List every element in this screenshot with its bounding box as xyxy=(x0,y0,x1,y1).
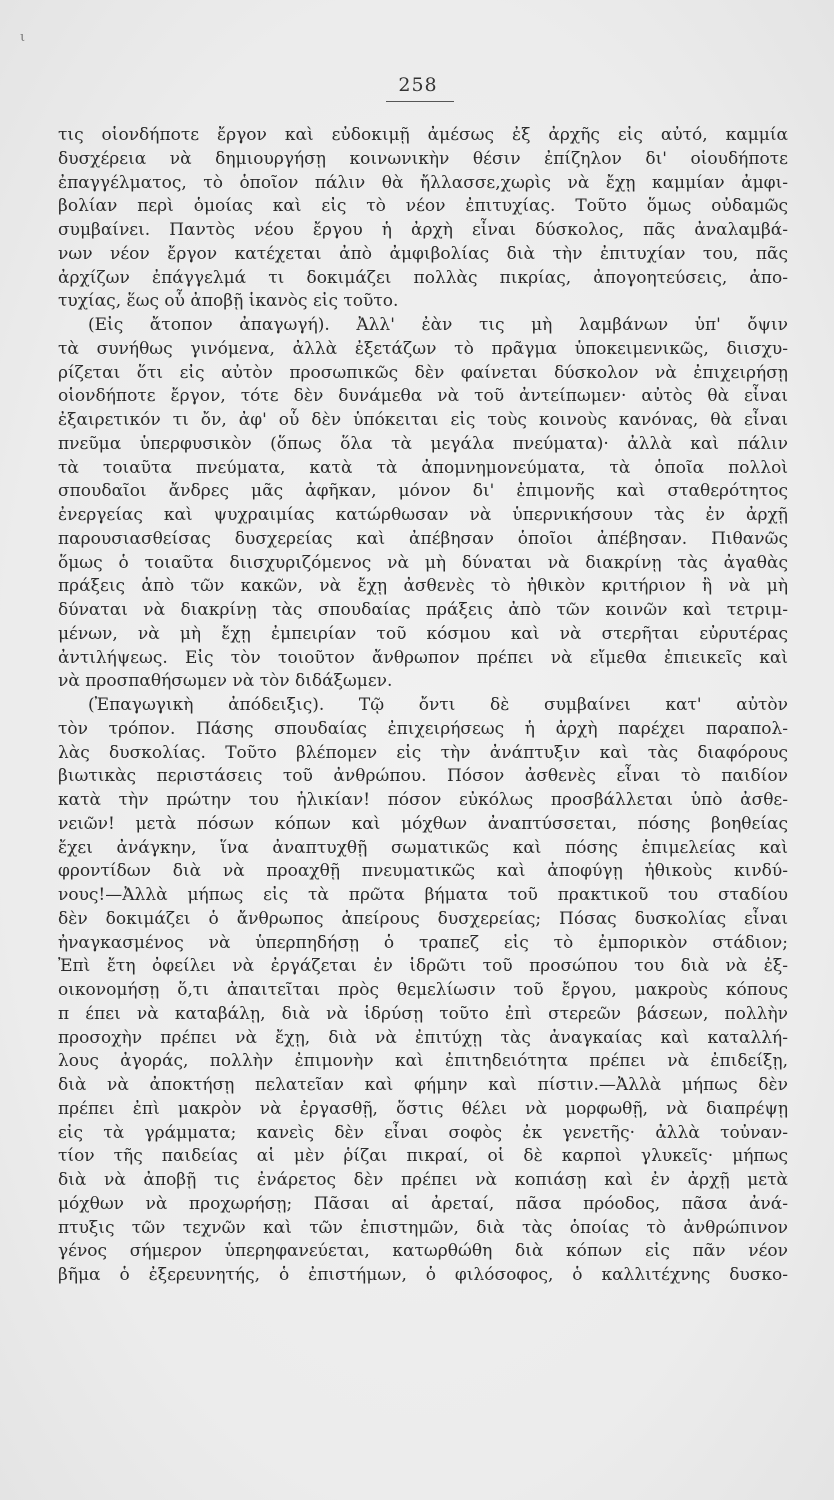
text-line: διὰ νὰ ἀποκτήσῃ πελατεῖαν καὶ φήμην καὶ πίστιν.—Ἀλλὰ μήπως δὲν xyxy=(58,1075,788,1095)
text-line: νους!—Ἀλλὰ μήπως εἰς τὰ πρῶτα βήματα τοῦ πρακτικοῦ του σταδίου xyxy=(58,885,788,905)
text-line: Ἐπὶ ἔτη ὀφείλει νὰ ἐργάζεται ἐν ἱδρῶτι τοῦ προσώπου του διὰ νὰ ἐξ- xyxy=(58,956,788,977)
text-line: διὰ νὰ ἀποβῇ τις ἐνάρετος δὲν πρέπει νὰ κοπιάσῃ καὶ ἐν ἀρχῇ μετὰ xyxy=(58,1170,788,1190)
text-line: πνεῦμα ὑπερφυσικὸν (ὅπως ὅλα τὰ μεγάλα πνεύματα)· ἀλλὰ καὶ πάλιν xyxy=(58,433,788,454)
text-line: μένων, νὰ μὴ ἔχῃ ἐμπειρίαν τοῦ κόσμου καὶ νὰ στερῆται εὐρυτέρας xyxy=(58,623,788,644)
text-line: εἰς τὰ γράμματα; κανεὶς δὲν εἶναι σοφὸς ἐκ γενετῆς· ἀλλὰ τοὐναν- xyxy=(58,1122,788,1143)
text-line: ἐξαιρετικόν τι ὄν, ἀφ' οὗ δὲν ὑπόκειται εἰς τοὺς κοινοὺς κανόνας, θὰ εἶναι xyxy=(58,410,788,430)
text-line: ἀρχίζων ἐπάγγελμά τι δοκιμάζει πολλὰς πικρίας, ἀπογοητεύσεις, ἀπο- xyxy=(58,267,788,288)
text-line: δύναται νὰ διακρίνῃ τὰς σπουδαίας πράξεις ἀπὸ τῶν κοινῶν καὶ τετριμ- xyxy=(58,600,788,620)
text-line: παρουσιασθείσας δυσχερείας καὶ ἀπέβησαν ὁποῖοι ἀπέβησαν. Πιθανῶς xyxy=(58,528,788,549)
text-line: βολίαν περὶ ὁμοίας καὶ εἰς τὸ νέον ἐπιτυχίας. Τοῦτο ὅμως οὐδαμῶς xyxy=(58,196,788,217)
text-line: πτυξις τῶν τεχνῶν καὶ τῶν ἐπιστημῶν, διὰ τὰς ὁποίας τὸ ἀνθρώπινον xyxy=(58,1217,788,1238)
text-line: νὰ προσπαθήσωμεν νὰ τὸν διδάξωμεν. xyxy=(58,671,393,692)
text-line: προσοχὴν πρέπει νὰ ἔχῃ, διὰ νὰ ἐπιτύχῃ τὰς ἀναγκαίας καὶ καταλλή- xyxy=(58,1027,788,1048)
text-line: τυχίας, ἕως οὗ ἀποβῇ ἱκανὸς εἰς τοῦτο. xyxy=(58,291,399,312)
text-line: λους ἀγοράς, πολλὴν ἐπιμονὴν καὶ ἐπιτηδειότητα πρέπει νὰ ἐπιδείξῃ, xyxy=(58,1051,788,1072)
text-line: ἐπαγγέλματος, τὸ ὁποῖον πάλιν θὰ ἤλλασσε,χωρὶς νὰ ἔχῃ καμμίαν ἀμφι- xyxy=(58,172,788,193)
text-line: ἔχει ἀνάγκην, ἵνα ἀναπτυχθῇ σωματικῶς καὶ πόσης ἐπιμελείας καὶ xyxy=(58,837,788,858)
text-line: τις οἱονδήποτε ἔργον καὶ εὐδοκιμῇ ἀμέσως ἐξ ἀρχῆς εἰς αὐτό, καμμία xyxy=(58,125,788,145)
text-line: πρέπει ἐπὶ μακρὸν νὰ ἐργασθῇ, ὅστις θέλει νὰ μορφωθῇ, νὰ διαπρέψῃ xyxy=(58,1098,788,1119)
text-line: συμβαίνει. Παντὸς νέου ἔργου ἡ ἀρχὴ εἶναι δύσκολος, πᾶς ἀναλαμβά- xyxy=(58,220,788,240)
text-line: φροντίδων διὰ νὰ προαχθῇ πνευματικῶς καὶ ἀποφύγῃ ἠθικοὺς κινδύ- xyxy=(58,861,788,882)
text-line: ἐνεργείας καὶ ψυχραιμίας κατώρθωσαν νὰ ὑπερνικήσουν τὰς ἐν ἀρχῇ xyxy=(58,505,788,525)
body-text xyxy=(58,124,788,1288)
text-line: π έπει νὰ καταβάλῃ, διὰ νὰ ἱδρύσῃ τοῦτο ἐπὶ στερεῶν βάσεων, πολλὴν xyxy=(58,1003,788,1024)
text-line: γένος σήμερον ὑπερηφανεύεται, κατωρθώθη διὰ κόπων εἰς πᾶν νέον xyxy=(58,1241,788,1262)
text-line: (Εἰς ἄτοπον ἀπαγωγή). Ἀλλ' ἐὰν τις μὴ λαμβάνων ὑπ' ὄψιν xyxy=(88,315,788,335)
page-number: 258 xyxy=(398,74,438,96)
text-line: ρίζεται ὅτι εἰς αὐτὸν προσωπικῶς δὲν φαίνεται δύσκολον νὰ ἐπιχειρήσῃ xyxy=(58,362,788,383)
text-line: ὅμως ὁ τοιαῦτα διισχυριζόμενος νὰ μὴ δύναται νὰ διακρίνῃ τὰς ἀγαθὰς xyxy=(58,552,788,573)
text-line: τὸν τρόπον. Πάσης σπουδαίας ἐπιχειρήσεως ἡ ἀρχὴ παρέχει παραπολ- xyxy=(58,718,788,739)
text-line: δυσχέρεια νὰ δημιουργήσῃ κοινωνικὴν θέσιν ἐπίζηλον δι' οἱουδήποτε xyxy=(58,148,788,169)
margin-mark: ι xyxy=(20,30,26,45)
text-line: τίον τῆς παιδείας αἱ μὲν ῥίζαι πικραί, οἱ δὲ καρποὶ γλυκεῖς· μήπως xyxy=(58,1146,788,1167)
text-line: τὰ τοιαῦτα πνεύματα, κατὰ τὰ ἀπομνημονεύματα, τὰ ὁποῖα πολλοὶ xyxy=(58,457,788,478)
header-rule xyxy=(386,101,454,102)
text-line: δὲν δοκιμάζει ὁ ἄνθρωπος ἀπείρους δυσχερείας; Πόσας δυσκολίας εἶναι xyxy=(58,908,788,929)
text-line: οἱονδήποτε ἔργον, τότε δὲν δυνάμεθα νὰ τοῦ ἀντείπωμεν· αὐτὸς θὰ εἶναι xyxy=(58,386,788,407)
text-line: νειῶν! μετὰ πόσων κόπων καὶ μόχθων ἀναπτύσσεται, πόσης βοηθείας xyxy=(58,813,788,834)
text-line: κατὰ τὴν πρώτην του ἡλικίαν! πόσον εὐκόλως προσβάλλεται ὑπὸ ἀσθε- xyxy=(58,790,788,810)
text-line: ἠναγκασμένος νὰ ὑπερπηδήσῃ ὁ τραπεζ εἰς τὸ ἐμπορικὸν στάδιον; xyxy=(58,932,788,953)
text-line: βῆμα ὁ ἐξερευνητής, ὁ ἐπιστήμων, ὁ φιλόσοφος, ὁ καλλιτέχνης δυσκο- xyxy=(58,1265,788,1285)
text-line: ἀντιλήψεως. Εἰς τὸν τοιοῦτον ἄνθρωπον πρέπει νὰ εἴμεθα ἐπιεικεῖς καὶ xyxy=(58,647,788,668)
text-line: μόχθων νὰ προχωρήσῃ; Πᾶσαι αἱ ἀρεταί, πᾶσα πρόοδος, πᾶσα ἀνά- xyxy=(58,1193,788,1214)
text-line: (Ἐπαγωγικὴ ἀπόδειξις). Τῷ ὄντι δὲ συμβαίνει κατ' αὐτὸν xyxy=(88,695,788,715)
text-line: πράξεις ἀπὸ τῶν κακῶν, νὰ ἔχῃ ἀσθενὲς τὸ ἠθικὸν κριτήριον ἢ νὰ μὴ xyxy=(58,576,788,597)
text-line: λὰς δυσκολίας. Τοῦτο βλέπομεν εἰς τὴν ἀνάπτυξιν καὶ τὰς διαφόρους xyxy=(58,742,788,763)
text-line: νων νέον ἔργον κατέχεται ἀπὸ ἀμφιβολίας διὰ τὴν ἐπιτυχίαν του, πᾶς xyxy=(58,243,788,264)
text-line: βιωτικὰς περιστάσεις τοῦ ἀνθρώπου. Πόσον ἀσθενὲς εἶναι τὸ παιδίον xyxy=(58,766,788,787)
text-line: οικονομήσῃ ὅ,τι ἀπαιτεῖται πρὸς θεμελίωσιν τοῦ ἔργου, μακροὺς κόπους xyxy=(58,980,788,1000)
text-line: τὰ συνήθως γινόμενα, ἀλλὰ ἐξετάζων τὸ πρᾶγμα ὑποκειμενικῶς, διισχυ- xyxy=(58,338,788,359)
text-line: σπουδαῖοι ἄνδρες μᾶς ἀφῆκαν, μόνον δι' ἐπιμονῆς καὶ σταθερότητος xyxy=(58,481,788,502)
